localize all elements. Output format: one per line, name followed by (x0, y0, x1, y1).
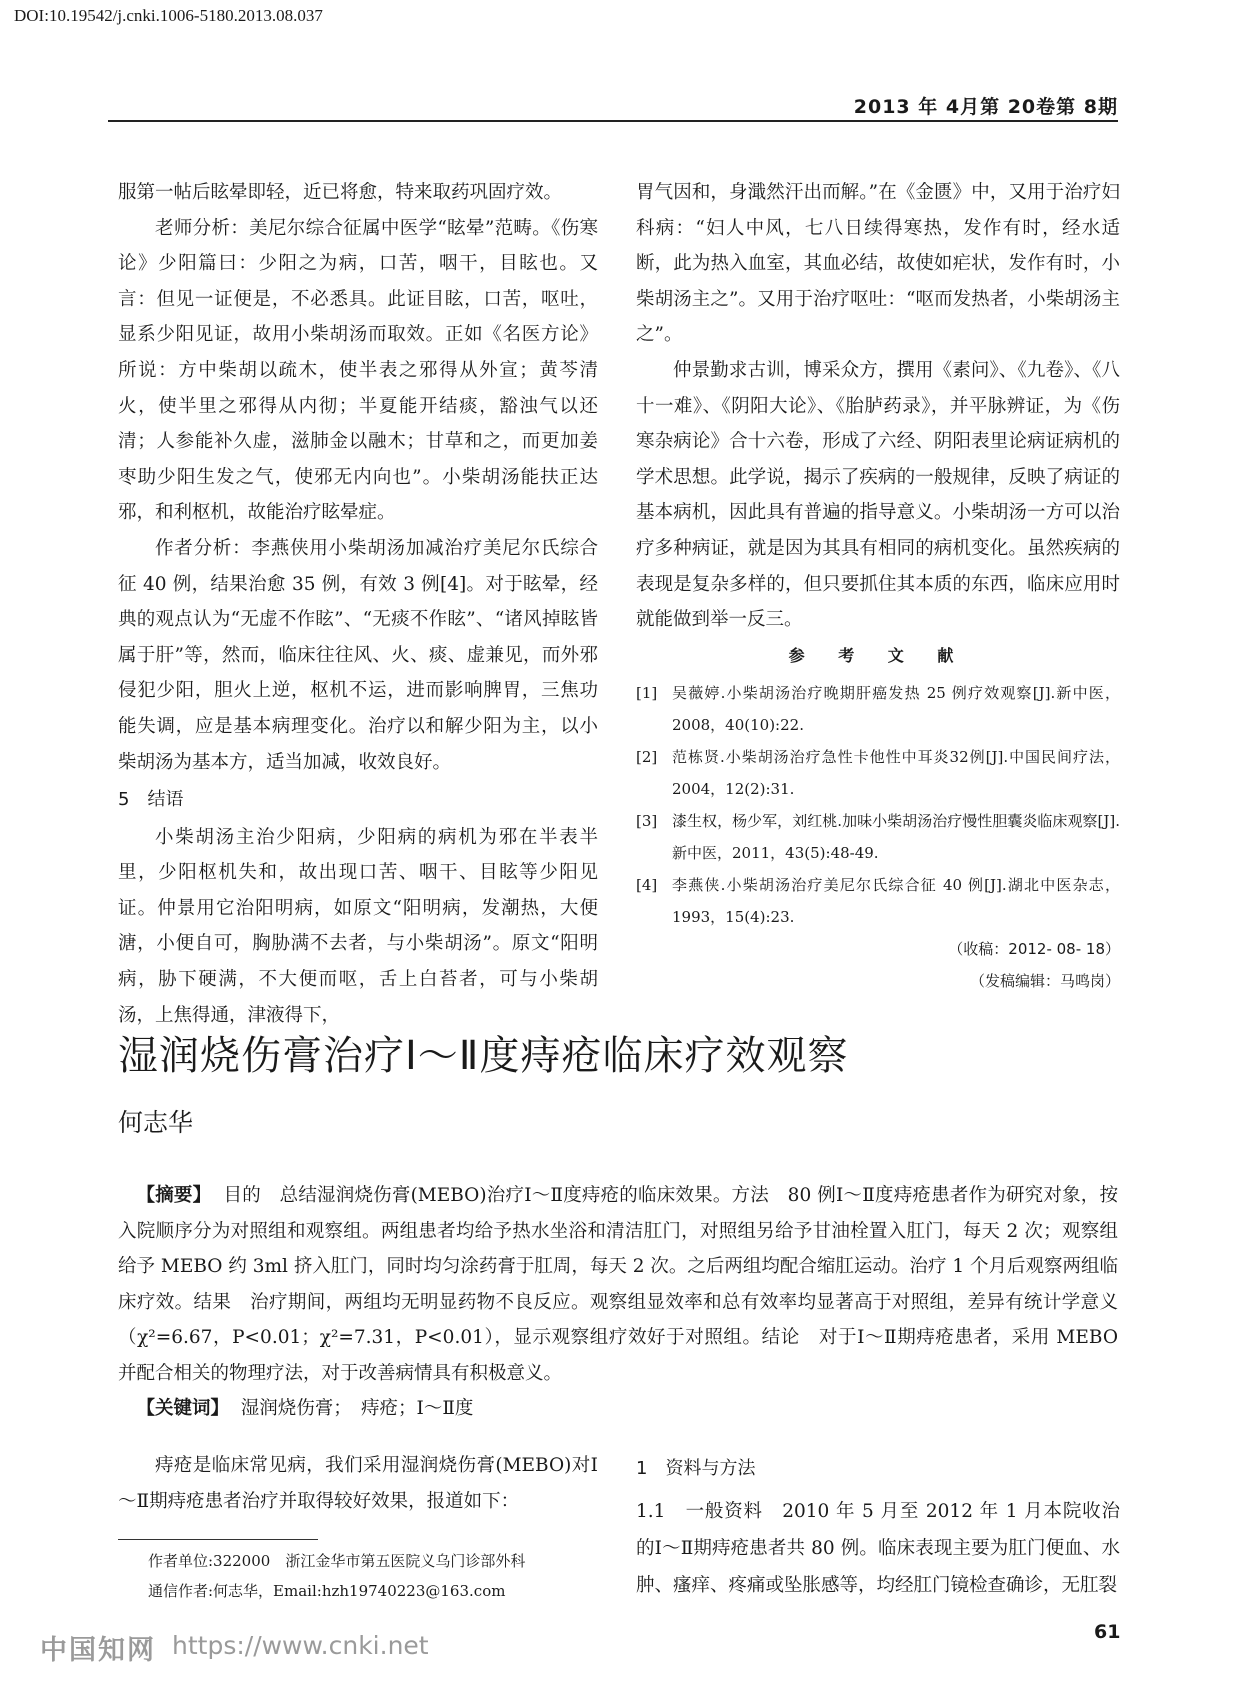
article-title: 湿润烧伤膏治疗Ⅰ～Ⅱ度痔疮临床疗效观察 (118, 1033, 849, 1079)
paragraph: 胃气因和，身濈然汗出而解。”在《金匮》中，又用于治疗妇科病：“妇人中风，七八日续得寒热，发作有时，经水适断，此为热入血室，其血必结，故使如疟状，发作有时，小柴胡汤主之”。又用于治疗呕吐：“呕而发热者，小柴胡汤主之”。 (636, 182, 1120, 346)
journal-issue: 2013 年 4月第 20卷第 8期 (853, 96, 1118, 118)
reference-text: 李燕侠.小柴胡汤治疗美尼尔氏综合征 40 例[J].湖北中医杂志，1993，15(4):23. (672, 876, 1120, 927)
paragraph: 服第一帖后眩晕即轻，近已将愈，特来取药巩固疗效。 (118, 182, 563, 203)
references-title: 参 考 文 献 (788, 645, 968, 665)
author-unit: 作者单位:322000 浙江金华市第五医院义乌门诊部外科 (148, 1552, 526, 1570)
reference-item (636, 741, 1120, 805)
keywords-text: 湿润烧伤膏； 痔疮；Ⅰ～Ⅱ度 (240, 1398, 474, 1419)
paragraph: 1.1 一般资料 2010 年 5 月至 2012 年 1 月本院收治的Ⅰ～Ⅱ期痔疮患者共 80 例。临床表现主要为肛门便血、水肿、瘙痒、疼痛或坠胀感等，均经肛门镜检查确诊，无肛裂 (636, 1501, 1120, 1596)
paragraph: 老师分析：美尼尔综合征属中医学“眩晕”范畴。《伤寒论》少阳篇曰：少阳之为病，口苦，咽干，目眩也。又言：但见一证便是，不必悉具。此证目眩，口苦，呕吐，显系少阳见证，故用小柴胡汤而取效。正如《名医方论》所说：方中柴胡以疏木，使半表之邪得从外宣；黄芩清火，使半里之邪得从内彻；半夏能开结痰，豁浊气以还清；人参能补久虚，滋肺金以融木；甘草和之，而更加姜枣助少阳生发之气，使邪无内向也”。小柴胡汤能扶正达邪，和利枢机，故能治疗眩晕症。 (118, 217, 598, 524)
paragraph: 小柴胡汤主治少阳病，少阳病的病机为邪在半表半里，少阳枢机失和，故出现口苦、咽干、目眩等少阳见证。仲景用它治阳明病，如原文“阳明病，发潮热，大便溏，小便自可，胸胁满不去者，与小柴胡汤”。原文“阳明病，胁下硬满，不大便而呕，舌上白苔者，可与小柴胡汤，上焦得通，津液得下， (118, 826, 598, 1026)
abstract-text: 目的 总结湿润烧伤膏(MEBO)治疗Ⅰ～Ⅱ度痔疮的临床效果。方法 80 例Ⅰ～Ⅱ度痔疮患者作为研究对象，按入院顺序分为对照组和观察组。两组患者均给予热水坐浴和清洁肛门，对照组另给予甘油栓置入肛门，每天 2 次；观察组给予 MEBO 约 3ml 挤入肛门，同时均匀涂药膏于肛周，每天 2 次。之后两组均配合缩肛运动。治疗 1 个月后观察两组临床疗效。结果 治疗期间，两组均无明显药物不良反应。观察组显效率和总有效率均显著高于对照组，差异有统计学意义（χ²=6.67，P<0.01；χ²=7.31，P<0.01），显示观察组疗效好于对照组。结论 对于Ⅰ～Ⅱ期痔疮患者，采用 MEBO 并配合相关的物理疗法，对于改善病情具有积极意义。 (118, 1185, 1118, 1384)
abstract-paragraph (118, 1178, 1118, 1391)
abstract (118, 1178, 1118, 1427)
footnote (118, 1546, 618, 1606)
reference-item (636, 677, 1120, 741)
corresponding-author: 通信作者:何志华，Email:hzh19740223@163.com (148, 1582, 506, 1600)
footnote-rule (118, 1539, 318, 1540)
intro-column (118, 1448, 598, 1519)
reference-text: 漆生权，杨少军，刘红桃.加味小柴胡汤治疗慢性胆囊炎临床观察[J].新中医，2011，43(5):48-49. (672, 812, 1120, 863)
page-number: 61 (1094, 1621, 1121, 1643)
right-column (636, 175, 1120, 997)
reference-text: 范栋贤.小柴胡汤治疗急性卡他性中耳炎32例[J].中国民间疗法，2004，12(2):31. (672, 748, 1120, 799)
section-heading: 1 资料与方法 (636, 1458, 756, 1479)
keywords-label: 【关键词】 (136, 1398, 230, 1419)
article-author: 何志华 (118, 1108, 194, 1137)
reference-item (636, 805, 1120, 869)
reference-item (636, 869, 1120, 933)
keywords-paragraph (118, 1391, 1118, 1427)
reference-number: [1] (636, 684, 658, 703)
paragraph: 作者分析：李燕侠用小柴胡汤加减治疗美尼尔氏综合征 40 例，结果治愈 35 例，有效 3 例[4]。对于眩晕，经典的观点认为“无虚不作眩”、“无痰不作眩”、“诸风掉眩皆属于肝”等，然而，临床往往风、火、痰、虚兼见，而外邪侵犯少阳，胆火上逆，枢机不运，进而影响脾胃，三焦功能失调，应是基本病理变化。治疗以和解少阳为主，以小柴胡汤为基本方，适当加减，收效良好。 (118, 537, 598, 773)
cnki-url[interactable]: https://www.cnki.net (172, 1631, 429, 1660)
editor-note: （发稿编辑：马鸣岗） (969, 972, 1120, 991)
header-rule (108, 120, 1118, 122)
section-heading: 5 结语 (118, 789, 184, 811)
abstract-label: 【摘要】 (136, 1185, 212, 1206)
cnki-logo: 中国知网 (40, 1635, 156, 1666)
reference-number: [2] (636, 748, 658, 767)
paragraph: 仲景勤求古训，博采众方，撰用《素问》、《九卷》、《八十一难》、《阴阳大论》、《胎胪药录》，并平脉辨证，为《伤寒杂病论》合十六卷，形成了六经、阴阳表里论病证病机的学术思想。此学说，揭示了疾病的一般规律，反映了病证的基本病机，因此具有普遍的指导意义。小柴胡汤一方可以治疗多种病证，就是因为其具有相同的病机变化。虽然疾病的表现是复杂多样的，但只要抓住其本质的东西，临床应用时就能做到举一反三。 (636, 359, 1120, 631)
reference-text: 吴薇婷.小柴胡汤治疗晚期肝癌发热 25 例疗效观察[J].新中医，2008，40(10):22. (672, 684, 1120, 735)
left-column (118, 175, 598, 1033)
received-date: （收稿：2012- 08- 18） (948, 940, 1120, 959)
reference-number: [4] (636, 876, 658, 895)
doi: DOI:10.19542/j.cnki.1006-5180.2013.08.037 (14, 6, 323, 25)
reference-number: [3] (636, 812, 658, 831)
intro-paragraph: 痔疮是临床常见病，我们采用湿润烧伤膏(MEBO)对Ⅰ～Ⅱ期痔疮患者治疗并取得较好效果，报道如下： (118, 1455, 598, 1512)
methods-column (636, 1448, 1120, 1604)
